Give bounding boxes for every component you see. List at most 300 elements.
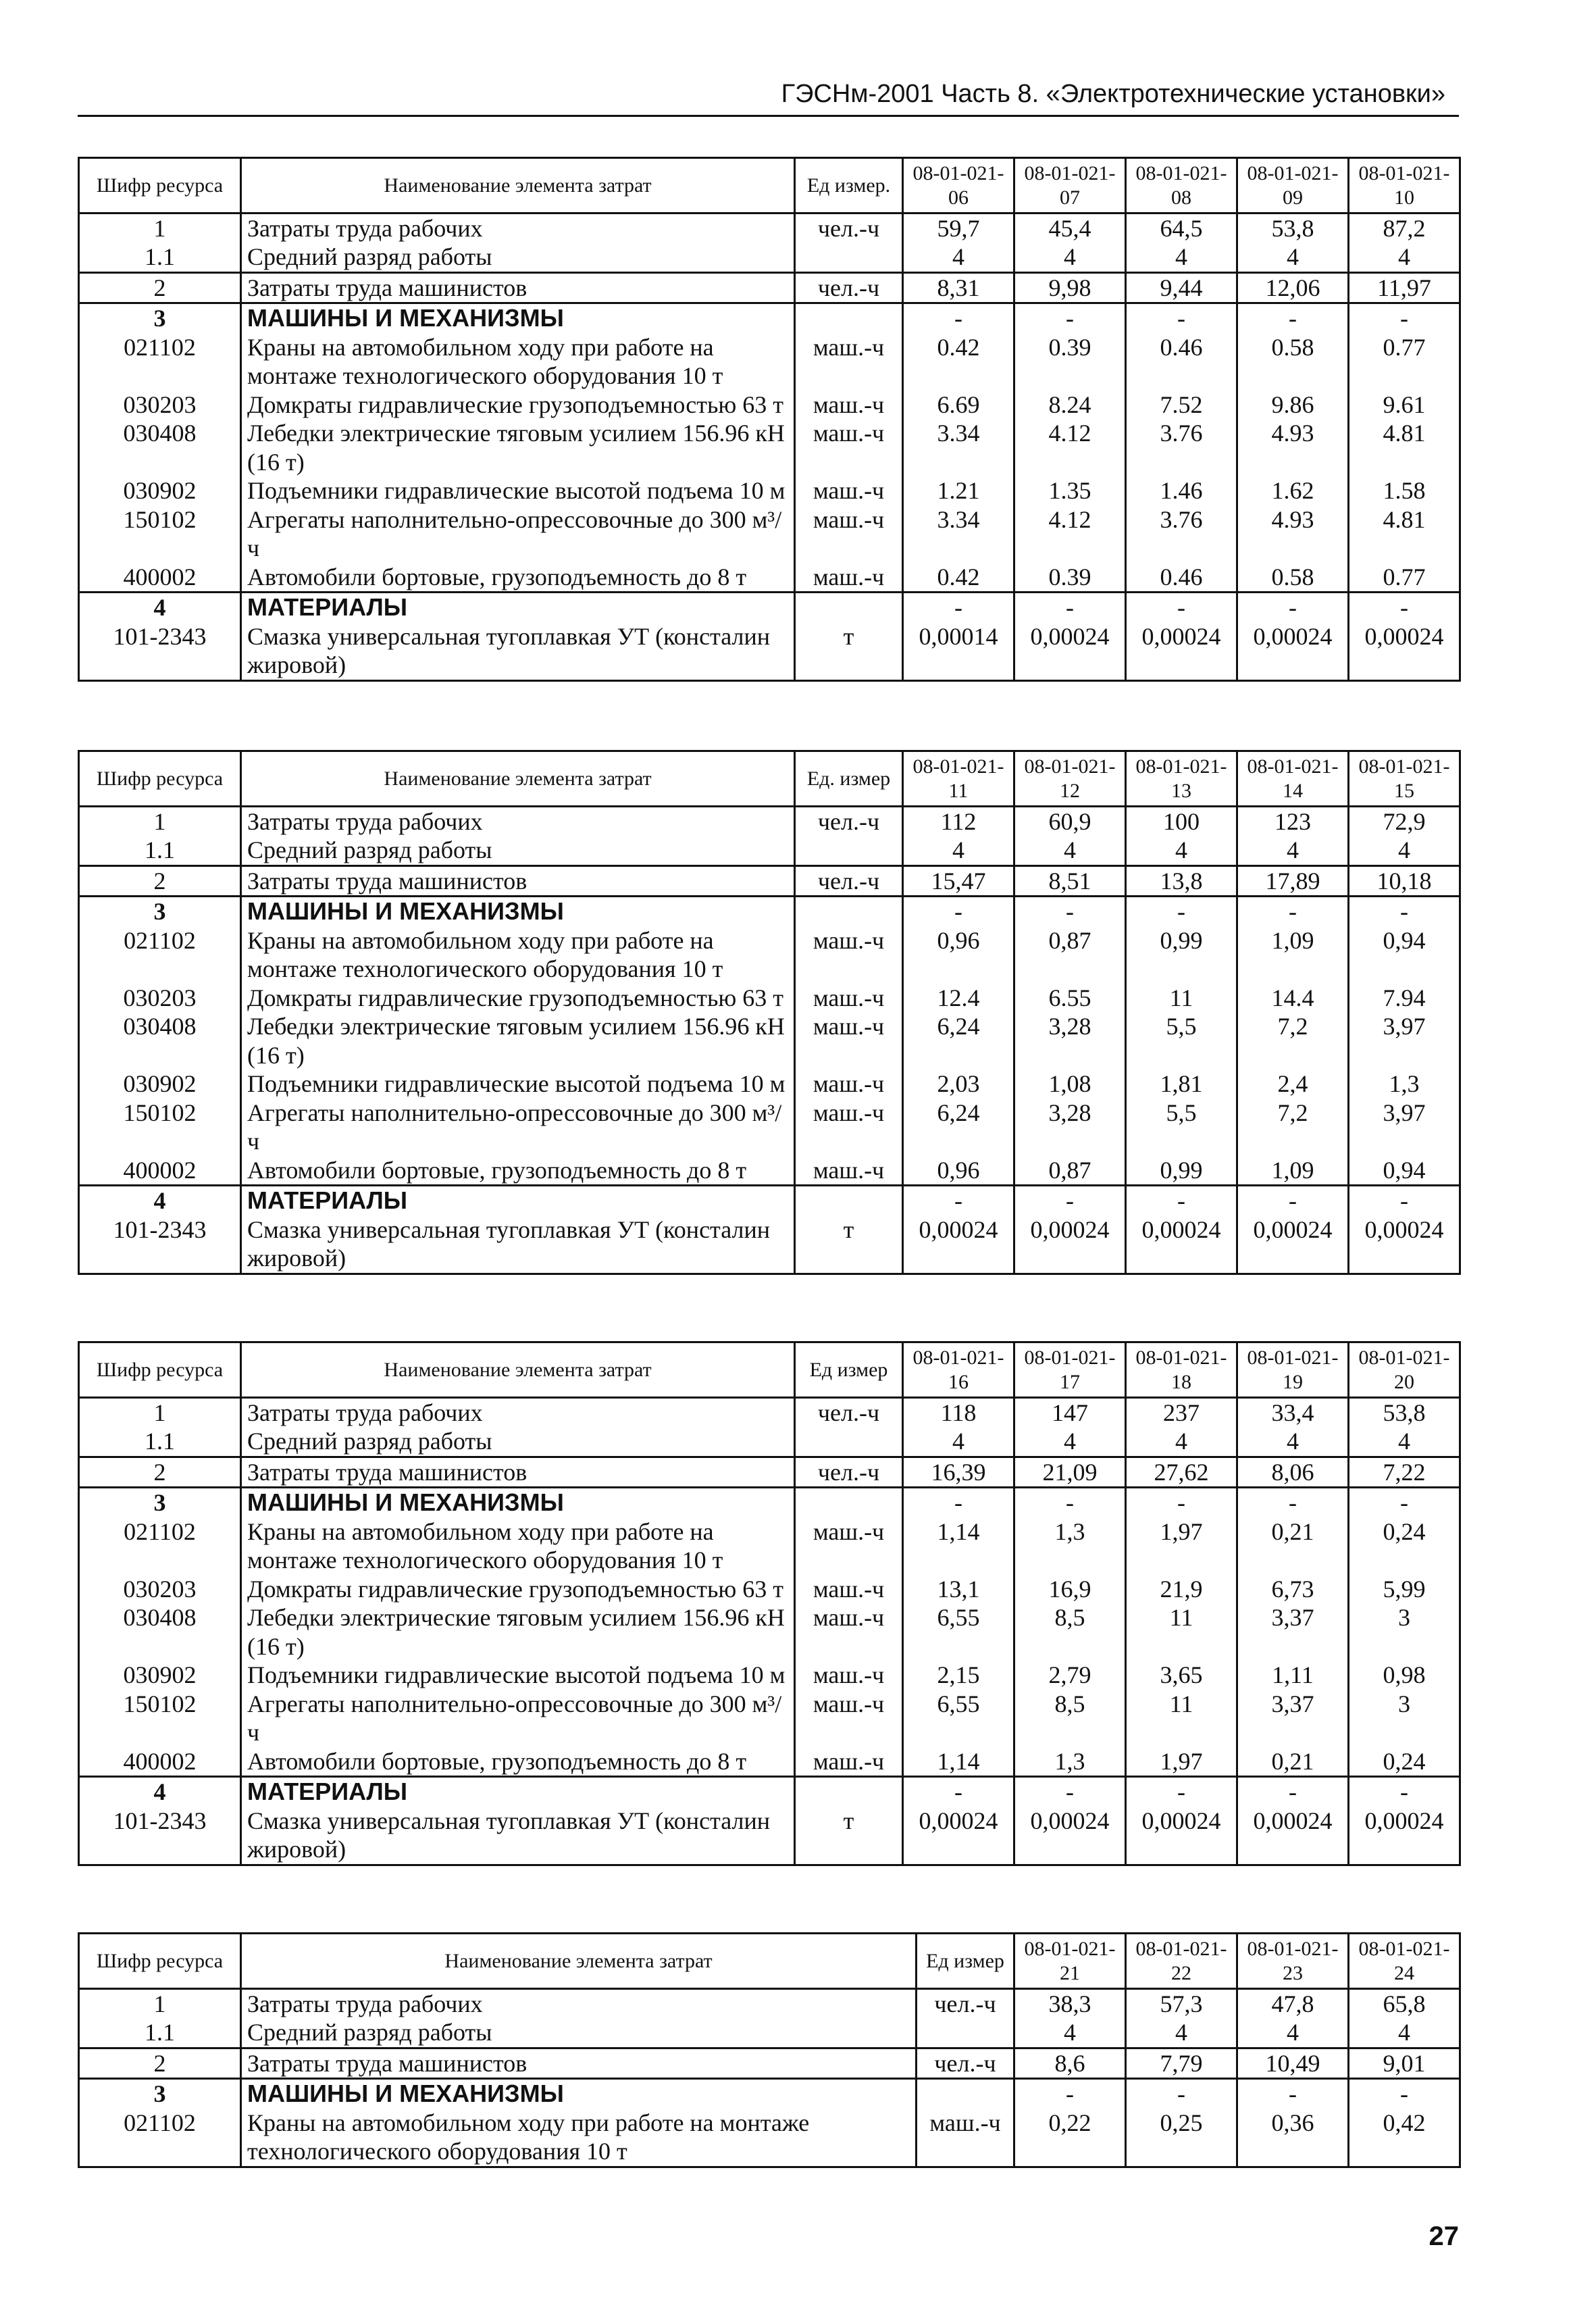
unit-cell: чел.-ч xyxy=(795,272,903,303)
unit-cell: маш.-ч xyxy=(795,1575,903,1603)
header-element-name: Наименование элемента затрат xyxy=(241,1342,795,1398)
table-row xyxy=(79,1807,1460,1865)
value-cell: 10,18 xyxy=(1349,865,1460,896)
header-norm-code: 08-01-021-18 xyxy=(1126,1342,1237,1398)
table-row xyxy=(79,622,1460,680)
value-cell: 0,87 xyxy=(1014,926,1126,984)
page-number: 27 xyxy=(1428,2221,1459,2251)
page-header-title: ГЭСНм-2001 Часть 8. «Электротехнические установки» xyxy=(781,80,1445,108)
unit-cell xyxy=(795,303,903,333)
element-name-cell: МАТЕРИАЛЫ xyxy=(241,593,795,622)
value-cell: - xyxy=(1014,593,1126,622)
unit-cell: т xyxy=(795,1807,903,1865)
header-element-name: Наименование элемента затрат xyxy=(241,1934,917,1989)
value-cell: 11 xyxy=(1126,1690,1237,1747)
value-cell: 2,79 xyxy=(1014,1661,1126,1689)
value-cell: 4 xyxy=(1349,2018,1460,2048)
resource-code-cell: 021102 xyxy=(79,926,241,984)
value-cell: 4 xyxy=(1349,836,1460,865)
value-cell: 11 xyxy=(1126,1603,1237,1661)
resource-code-cell: 3 xyxy=(79,303,241,333)
value-cell: 8,06 xyxy=(1237,1457,1349,1487)
resource-code-cell: 1 xyxy=(79,213,241,243)
resource-code-cell: 101-2343 xyxy=(79,1215,241,1274)
value-cell: 0,00024 xyxy=(1014,1807,1126,1865)
value-cell: - xyxy=(1126,1186,1237,1215)
element-name-cell: Смазка универсальная тугоплавкая УТ (консталин жировой) xyxy=(241,1807,795,1865)
unit-cell: маш.-ч xyxy=(917,2109,1014,2167)
value-cell: 147 xyxy=(1014,1398,1126,1428)
value-cell: 1.58 xyxy=(1349,476,1460,505)
value-cell: 4.12 xyxy=(1014,419,1126,476)
element-name-cell: Лебедки электрические тяговым усилием 156.96 кН (16 т) xyxy=(241,419,795,476)
value-cell: - xyxy=(1349,1488,1460,1517)
value-cell: 3,65 xyxy=(1126,1661,1237,1689)
value-cell: 7,22 xyxy=(1349,1457,1460,1487)
unit-cell: чел.-ч xyxy=(795,807,903,836)
value-cell: 0.58 xyxy=(1237,563,1349,593)
value-cell: 6,24 xyxy=(903,1012,1014,1070)
header-norm-code: 08-01-021-16 xyxy=(903,1342,1014,1398)
value-cell: 0,94 xyxy=(1349,1156,1460,1186)
value-cell: 11,97 xyxy=(1349,272,1460,303)
resource-code-cell: 030408 xyxy=(79,419,241,476)
value-cell: 2,03 xyxy=(903,1070,1014,1098)
value-cell: - xyxy=(1126,1777,1237,1807)
resource-code-cell: 3 xyxy=(79,1488,241,1517)
value-cell: 237 xyxy=(1126,1398,1237,1428)
resource-code-cell: 1.1 xyxy=(79,1427,241,1457)
element-name-cell: МАТЕРИАЛЫ xyxy=(241,1186,795,1215)
table-row xyxy=(79,1457,1460,1487)
value-cell: 0,94 xyxy=(1349,926,1460,984)
value-cell: 0,00024 xyxy=(1014,622,1126,680)
unit-cell: маш.-ч xyxy=(795,926,903,984)
unit-cell: чел.-ч xyxy=(795,1457,903,1487)
value-cell: 72,9 xyxy=(1349,807,1460,836)
table-row xyxy=(79,836,1460,865)
header-unit: Ед измер xyxy=(917,1934,1014,1989)
value-cell: - xyxy=(1014,303,1126,333)
value-cell: 16,9 xyxy=(1014,1575,1126,1603)
unit-cell xyxy=(795,836,903,865)
value-cell: 4 xyxy=(1237,2018,1349,2048)
value-cell: 7.94 xyxy=(1349,984,1460,1012)
value-cell: - xyxy=(1237,2079,1349,2109)
element-name-cell: Средний разряд работы xyxy=(241,2018,917,2048)
value-cell: 0,96 xyxy=(903,926,1014,984)
table-row xyxy=(79,984,1460,1012)
value-cell: 21,9 xyxy=(1126,1575,1237,1603)
element-name-cell: Затраты труда машинистов xyxy=(241,2048,917,2078)
value-cell: 21,09 xyxy=(1014,1457,1126,1487)
value-cell: 0,00024 xyxy=(1349,622,1460,680)
header-norm-code: 08-01-021-07 xyxy=(1014,158,1126,213)
resource-code-cell: 1 xyxy=(79,1398,241,1428)
header-norm-code: 08-01-021-09 xyxy=(1237,158,1349,213)
resource-code-cell: 1.1 xyxy=(79,243,241,272)
element-name-cell: Лебедки электрические тяговым усилием 156.96 кН (16 т) xyxy=(241,1012,795,1070)
unit-cell: чел.-ч xyxy=(795,213,903,243)
value-cell: 1,3 xyxy=(1014,1747,1126,1777)
header-norm-code: 08-01-021-24 xyxy=(1349,1934,1460,1989)
element-name-cell: Затраты труда машинистов xyxy=(241,865,795,896)
value-cell: 8,5 xyxy=(1014,1690,1126,1747)
norms-table-2 xyxy=(78,750,1461,1275)
value-cell: - xyxy=(903,303,1014,333)
value-cell: - xyxy=(1237,303,1349,333)
element-name-cell: МАШИНЫ И МЕХАНИЗМЫ xyxy=(241,897,795,926)
header-norm-code: 08-01-021-15 xyxy=(1349,751,1460,807)
table-row xyxy=(79,476,1460,505)
value-cell: 33,4 xyxy=(1237,1398,1349,1428)
value-cell: 3 xyxy=(1349,1690,1460,1747)
value-cell: 0,00024 xyxy=(1126,1807,1237,1865)
value-cell: 3.76 xyxy=(1126,505,1237,563)
unit-cell xyxy=(795,243,903,272)
value-cell: 2,15 xyxy=(903,1661,1014,1689)
value-cell: 4 xyxy=(1014,243,1126,272)
table-row xyxy=(79,1099,1460,1156)
table-row xyxy=(79,213,1460,243)
element-name-cell: Краны на автомобильном ходу при работе на монтаже технологического оборудования 10 т xyxy=(241,2109,917,2167)
table-row xyxy=(79,865,1460,896)
value-cell: 1,14 xyxy=(903,1517,1014,1575)
resource-code-cell: 3 xyxy=(79,2079,241,2109)
value-cell: 0.42 xyxy=(903,563,1014,593)
unit-cell: чел.-ч xyxy=(795,1398,903,1428)
value-cell: 1.46 xyxy=(1126,476,1237,505)
resource-code-cell: 030203 xyxy=(79,1575,241,1603)
element-name-cell: Средний разряд работы xyxy=(241,1427,795,1457)
value-cell: 45,4 xyxy=(1014,213,1126,243)
value-cell: 0,87 xyxy=(1014,1156,1126,1186)
resource-code-cell: 4 xyxy=(79,593,241,622)
value-cell: 1.21 xyxy=(903,476,1014,505)
resource-code-cell: 400002 xyxy=(79,1747,241,1777)
unit-cell: маш.-ч xyxy=(795,391,903,419)
value-cell: 3.34 xyxy=(903,419,1014,476)
value-cell: 1,81 xyxy=(1126,1070,1237,1098)
element-name-cell: Затраты труда машинистов xyxy=(241,1457,795,1487)
element-name-cell: МАШИНЫ И МЕХАНИЗМЫ xyxy=(241,2079,917,2109)
unit-cell: маш.-ч xyxy=(795,1603,903,1661)
table-row xyxy=(79,391,1460,419)
value-cell: 4 xyxy=(1349,243,1460,272)
value-cell: 0.58 xyxy=(1237,333,1349,391)
value-cell: - xyxy=(903,1488,1014,1517)
value-cell: 3.34 xyxy=(903,505,1014,563)
value-cell: 1,14 xyxy=(903,1747,1014,1777)
value-cell: - xyxy=(1349,2079,1460,2109)
value-cell: - xyxy=(903,593,1014,622)
value-cell: 0,00024 xyxy=(1237,622,1349,680)
value-cell: 6,24 xyxy=(903,1099,1014,1156)
unit-cell xyxy=(795,1427,903,1457)
value-cell: 4 xyxy=(1014,2018,1126,2048)
unit-cell xyxy=(917,2018,1014,2048)
value-cell: 4 xyxy=(1349,1427,1460,1457)
value-cell: 1,09 xyxy=(1237,926,1349,984)
element-name-cell: Агрегаты наполнительно-опрессовочные до 300 м³/ч xyxy=(241,505,795,563)
table-row xyxy=(79,1012,1460,1070)
value-cell: - xyxy=(1014,1186,1126,1215)
value-cell: 0,00024 xyxy=(1349,1807,1460,1865)
value-cell: 1,08 xyxy=(1014,1070,1126,1098)
value-cell: - xyxy=(903,1777,1014,1807)
element-name-cell: Затраты труда рабочих xyxy=(241,1989,917,2019)
unit-cell: чел.-ч xyxy=(917,1989,1014,2019)
value-cell: 0,98 xyxy=(1349,1661,1460,1689)
unit-cell: чел.-ч xyxy=(795,865,903,896)
element-name-cell: Затраты труда рабочих xyxy=(241,1398,795,1428)
unit-cell: маш.-ч xyxy=(795,984,903,1012)
value-cell: 8.24 xyxy=(1014,391,1126,419)
resource-code-cell: 2 xyxy=(79,865,241,896)
value-cell: 8,31 xyxy=(903,272,1014,303)
element-name-cell: Смазка универсальная тугоплавкая УТ (консталин жировой) xyxy=(241,622,795,680)
resource-code-cell: 4 xyxy=(79,1186,241,1215)
table-row xyxy=(79,1777,1460,1807)
unit-cell xyxy=(795,1777,903,1807)
norms-table-1 xyxy=(78,157,1461,682)
value-cell: 1.35 xyxy=(1014,476,1126,505)
resource-code-cell: 030902 xyxy=(79,1070,241,1098)
value-cell: 6,55 xyxy=(903,1603,1014,1661)
header-resource-code: Шифр ресурса xyxy=(79,751,241,807)
element-name-cell: Автомобили бортовые, грузоподъемность до 8 т xyxy=(241,563,795,593)
element-name-cell: Затраты труда машинистов xyxy=(241,272,795,303)
value-cell: 53,8 xyxy=(1237,213,1349,243)
header-norm-code: 08-01-021-14 xyxy=(1237,751,1349,807)
element-name-cell: Краны на автомобильном ходу при работе на монтаже технологического оборудования 10 т xyxy=(241,1517,795,1575)
value-cell: - xyxy=(903,1186,1014,1215)
resource-code-cell: 101-2343 xyxy=(79,1807,241,1865)
unit-cell: маш.-ч xyxy=(795,1517,903,1575)
value-cell: 9,44 xyxy=(1126,272,1237,303)
value-cell: 3,37 xyxy=(1237,1690,1349,1747)
value-cell: - xyxy=(903,897,1014,926)
value-cell: 0.77 xyxy=(1349,563,1460,593)
value-cell: 4 xyxy=(1126,2018,1237,2048)
resource-code-cell: 3 xyxy=(79,897,241,926)
resource-code-cell: 1 xyxy=(79,1989,241,2019)
resource-code-cell: 150102 xyxy=(79,1099,241,1156)
value-cell: 13,1 xyxy=(903,1575,1014,1603)
table-row xyxy=(79,593,1460,622)
resource-code-cell: 2 xyxy=(79,1457,241,1487)
value-cell: - xyxy=(1349,303,1460,333)
header-unit: Ед измер xyxy=(795,1342,903,1398)
value-cell: 4 xyxy=(903,243,1014,272)
unit-cell: маш.-ч xyxy=(795,476,903,505)
element-name-cell: Краны на автомобильном ходу при работе на монтаже технологического оборудования 10 т xyxy=(241,926,795,984)
value-cell: - xyxy=(1014,1777,1126,1807)
value-cell: - xyxy=(1349,1777,1460,1807)
value-cell: 1,97 xyxy=(1126,1747,1237,1777)
value-cell: 0,24 xyxy=(1349,1517,1460,1575)
value-cell: 0,99 xyxy=(1126,926,1237,984)
value-cell: 4.81 xyxy=(1349,505,1460,563)
value-cell: - xyxy=(1349,1186,1460,1215)
value-cell: 16,39 xyxy=(903,1457,1014,1487)
element-name-cell: Лебедки электрические тяговым усилием 156.96 кН (16 т) xyxy=(241,1603,795,1661)
header-unit: Ед измер. xyxy=(795,158,903,213)
header-rule xyxy=(78,115,1459,117)
value-cell: 4.93 xyxy=(1237,505,1349,563)
value-cell: 13,8 xyxy=(1126,865,1237,896)
header-resource-code: Шифр ресурса xyxy=(79,1342,241,1398)
value-cell: 64,5 xyxy=(1126,213,1237,243)
table-row xyxy=(79,1517,1460,1575)
resource-code-cell: 030902 xyxy=(79,1661,241,1689)
value-cell: - xyxy=(1126,303,1237,333)
value-cell: 53,8 xyxy=(1349,1398,1460,1428)
unit-cell: чел.-ч xyxy=(917,2048,1014,2078)
value-cell: 9,01 xyxy=(1349,2048,1460,2078)
value-cell: 10,49 xyxy=(1237,2048,1349,2078)
resource-code-cell: 030902 xyxy=(79,476,241,505)
table-row xyxy=(79,1070,1460,1098)
value-cell: 0.46 xyxy=(1126,333,1237,391)
table-row xyxy=(79,897,1460,926)
value-cell: 9.86 xyxy=(1237,391,1349,419)
value-cell: 3,37 xyxy=(1237,1603,1349,1661)
unit-cell: маш.-ч xyxy=(795,1690,903,1747)
table-row xyxy=(79,333,1460,391)
unit-cell xyxy=(795,1488,903,1517)
table-row xyxy=(79,1186,1460,1215)
resource-code-cell: 030203 xyxy=(79,391,241,419)
element-name-cell: Затраты труда рабочих xyxy=(241,213,795,243)
value-cell: 12,06 xyxy=(1237,272,1349,303)
value-cell: 14.4 xyxy=(1237,984,1349,1012)
element-name-cell: Агрегаты наполнительно-опрессовочные до 300 м³/ч xyxy=(241,1099,795,1156)
table-row xyxy=(79,1488,1460,1517)
value-cell: 15,47 xyxy=(903,865,1014,896)
value-cell: 1,3 xyxy=(1349,1070,1460,1098)
header-norm-code: 08-01-021-13 xyxy=(1126,751,1237,807)
header-norm-code: 08-01-021-23 xyxy=(1237,1934,1349,1989)
header-norm-code: 08-01-021-08 xyxy=(1126,158,1237,213)
value-cell: 12.4 xyxy=(903,984,1014,1012)
value-cell: 5,99 xyxy=(1349,1575,1460,1603)
table-row xyxy=(79,1398,1460,1428)
table-row xyxy=(79,2018,1460,2048)
value-cell: 0,00024 xyxy=(1014,1215,1126,1274)
resource-code-cell: 021102 xyxy=(79,2109,241,2167)
resource-code-cell: 030408 xyxy=(79,1012,241,1070)
value-cell: - xyxy=(1349,897,1460,926)
value-cell: 4 xyxy=(1126,1427,1237,1457)
value-cell: - xyxy=(1014,1488,1126,1517)
value-cell: 57,3 xyxy=(1126,1989,1237,2019)
norms-table-3 xyxy=(78,1341,1461,1866)
table-row xyxy=(79,1575,1460,1603)
value-cell: 4 xyxy=(1126,243,1237,272)
header-norm-code: 08-01-021-19 xyxy=(1237,1342,1349,1398)
header-norm-code: 08-01-021-17 xyxy=(1014,1342,1126,1398)
value-cell: 4 xyxy=(1237,836,1349,865)
value-cell: 3,97 xyxy=(1349,1099,1460,1156)
value-cell: 3.76 xyxy=(1126,419,1237,476)
unit-cell: маш.-ч xyxy=(795,1099,903,1156)
unit-cell xyxy=(795,897,903,926)
element-name-cell: Средний разряд работы xyxy=(241,836,795,865)
table-row xyxy=(79,272,1460,303)
value-cell: 0,24 xyxy=(1349,1747,1460,1777)
value-cell: 4 xyxy=(1237,243,1349,272)
value-cell: 0,42 xyxy=(1349,2109,1460,2167)
element-name-cell: Автомобили бортовые, грузоподъемность до 8 т xyxy=(241,1747,795,1777)
element-name-cell: Автомобили бортовые, грузоподъемность до 8 т xyxy=(241,1156,795,1186)
resource-code-cell: 101-2343 xyxy=(79,622,241,680)
unit-cell: маш.-ч xyxy=(795,1661,903,1689)
value-cell: - xyxy=(1237,1777,1349,1807)
value-cell: 6,55 xyxy=(903,1690,1014,1747)
value-cell: 0.46 xyxy=(1126,563,1237,593)
value-cell: 11 xyxy=(1126,984,1237,1012)
value-cell: 4 xyxy=(903,836,1014,865)
value-cell: 0.39 xyxy=(1014,333,1126,391)
unit-cell: т xyxy=(795,1215,903,1274)
table-row xyxy=(79,1427,1460,1457)
value-cell: 1,09 xyxy=(1237,1156,1349,1186)
header-norm-code: 08-01-021-21 xyxy=(1014,1934,1126,1989)
header-norm-code: 08-01-021-20 xyxy=(1349,1342,1460,1398)
value-cell: 100 xyxy=(1126,807,1237,836)
value-cell: - xyxy=(1237,897,1349,926)
element-name-cell: Агрегаты наполнительно-опрессовочные до 300 м³/ч xyxy=(241,1690,795,1747)
unit-cell: маш.-ч xyxy=(795,1747,903,1777)
value-cell: 4.12 xyxy=(1014,505,1126,563)
value-cell: 7.52 xyxy=(1126,391,1237,419)
table-row xyxy=(79,2048,1460,2078)
table-row xyxy=(79,1215,1460,1274)
value-cell: 0,99 xyxy=(1126,1156,1237,1186)
header-element-name: Наименование элемента затрат xyxy=(241,158,795,213)
element-name-cell: Средний разряд работы xyxy=(241,243,795,272)
value-cell: - xyxy=(1126,2079,1237,2109)
value-cell: 1.62 xyxy=(1237,476,1349,505)
value-cell: 9.61 xyxy=(1349,391,1460,419)
value-cell: 0,00024 xyxy=(1126,1215,1237,1274)
resource-code-cell: 030203 xyxy=(79,984,241,1012)
value-cell: 0,21 xyxy=(1237,1517,1349,1575)
value-cell: 47,8 xyxy=(1237,1989,1349,2019)
value-cell: 7,79 xyxy=(1126,2048,1237,2078)
value-cell: 4 xyxy=(1237,1427,1349,1457)
value-cell: 17,89 xyxy=(1237,865,1349,896)
element-name-cell: МАШИНЫ И МЕХАНИЗМЫ xyxy=(241,303,795,333)
value-cell: - xyxy=(1126,1488,1237,1517)
resource-code-cell: 1 xyxy=(79,807,241,836)
value-cell: 0,96 xyxy=(903,1156,1014,1186)
value-cell: 6.69 xyxy=(903,391,1014,419)
value-cell: 4 xyxy=(1126,836,1237,865)
element-name-cell: Краны на автомобильном ходу при работе на монтаже технологического оборудования 10 т xyxy=(241,333,795,391)
element-name-cell: Домкраты гидравлические грузоподъемностью 63 т xyxy=(241,984,795,1012)
value-cell: 0,00024 xyxy=(1126,622,1237,680)
value-cell: 2,4 xyxy=(1237,1070,1349,1098)
header-norm-code: 08-01-021-12 xyxy=(1014,751,1126,807)
element-name-cell: Подъемники гидравлические высотой подъема 10 м xyxy=(241,1661,795,1689)
unit-cell: маш.-ч xyxy=(795,505,903,563)
resource-code-cell: 2 xyxy=(79,272,241,303)
header-unit: Ед. измер xyxy=(795,751,903,807)
value-cell: - xyxy=(1014,2079,1126,2109)
resource-code-cell: 1.1 xyxy=(79,2018,241,2048)
